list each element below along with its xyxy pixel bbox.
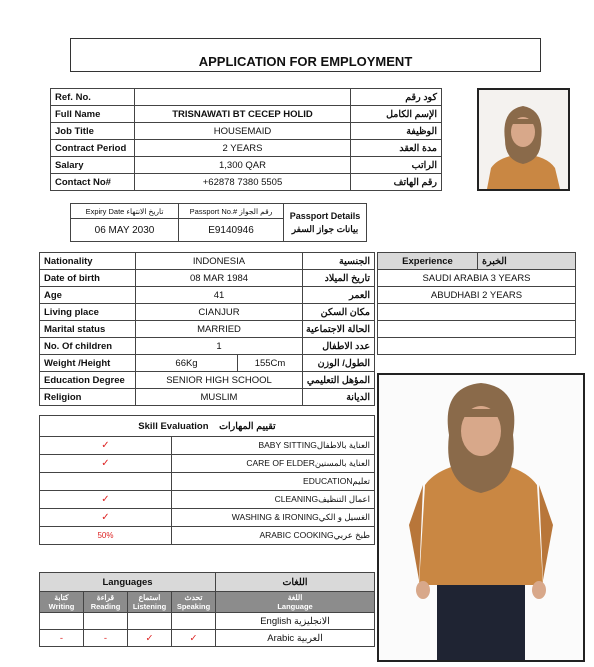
col-language-ar: اللغة xyxy=(287,593,303,602)
ref-row xyxy=(51,89,442,106)
passport-table xyxy=(70,203,367,242)
marital-label: Marital status xyxy=(40,321,136,338)
passport-details-heading xyxy=(284,204,367,242)
lang-speaking xyxy=(172,613,216,630)
languages-columns-row xyxy=(40,592,375,613)
experience-table xyxy=(377,252,576,355)
education-value: SENIOR HIGH SCHOOL xyxy=(136,372,303,389)
religion-row xyxy=(40,389,375,406)
living-label: Living place xyxy=(40,304,136,321)
age-label: Age xyxy=(40,287,136,304)
contact-value: +62878 7380 5505 xyxy=(135,174,351,191)
nationality-label-ar: الجنسية xyxy=(303,253,375,270)
personal-info-table xyxy=(50,88,442,191)
languages-header-row xyxy=(40,573,375,592)
dob-row xyxy=(40,270,375,287)
contract-value: 2 YEARS xyxy=(135,140,351,157)
nationality-label: Nationality xyxy=(40,253,136,270)
salary-row xyxy=(51,157,442,174)
experience-row xyxy=(378,287,576,304)
religion-value: MUSLIM xyxy=(136,389,303,406)
col-language xyxy=(216,592,375,613)
lang-reading: - xyxy=(84,630,128,647)
experience-row xyxy=(378,270,576,287)
weight-value: 66Kg xyxy=(136,355,238,372)
full-body-illustration xyxy=(379,375,583,660)
skill-mark: ✓ xyxy=(40,491,172,509)
experience-value: SAUDI ARABIA 3 YEARS xyxy=(378,270,576,287)
col-writing-en: Writing xyxy=(48,602,75,611)
contract-label: Contract Period xyxy=(51,140,135,157)
experience-value xyxy=(378,304,576,321)
experience-row xyxy=(378,338,576,355)
education-label: Education Degree xyxy=(40,372,136,389)
dob-label: Date of birth xyxy=(40,270,136,287)
weight-height-label-ar: الطول/ الوزن xyxy=(303,355,375,372)
salary-label: Salary xyxy=(51,157,135,174)
ref-label-ar: كود رقم xyxy=(351,89,442,106)
passport-no-value: E9140946 xyxy=(179,219,284,242)
experience-row xyxy=(378,304,576,321)
col-speaking-en: Speaking xyxy=(176,602,211,611)
skill-evaluation-table xyxy=(39,415,375,545)
religion-label-ar: الديانة xyxy=(303,389,375,406)
skill-mark xyxy=(40,473,172,491)
skill-label: ARABIC COOKINGطبخ عربي xyxy=(172,527,375,545)
contract-row xyxy=(51,140,442,157)
skill-mark: ✓ xyxy=(40,437,172,455)
contact-row xyxy=(51,174,442,191)
skill-row xyxy=(40,437,375,455)
passport-header-row xyxy=(71,204,367,219)
experience-header-row xyxy=(378,253,576,270)
religion-label: Religion xyxy=(40,389,136,406)
lang-listening xyxy=(128,613,172,630)
nationality-value: INDONESIA xyxy=(136,253,303,270)
language-row xyxy=(40,613,375,630)
languages-heading-en: Languages xyxy=(40,573,216,592)
col-speaking xyxy=(172,592,216,613)
passport-heading-ar: بيانات جواز السفر xyxy=(291,223,359,234)
skill-heading-ar: تقييم المهارات xyxy=(219,420,276,432)
skill-heading-en: Skill Evaluation xyxy=(138,420,209,432)
col-writing-ar: كتابة xyxy=(54,593,69,602)
children-label: No. Of children xyxy=(40,338,136,355)
col-reading xyxy=(84,592,128,613)
skill-mark: 50% xyxy=(40,527,172,545)
age-value: 41 xyxy=(136,287,303,304)
expiry-date-label: Expiry Date تاريخ الانتهاء xyxy=(71,204,179,219)
age-row xyxy=(40,287,375,304)
marital-value: MARRIED xyxy=(136,321,303,338)
lang-reading xyxy=(84,613,128,630)
experience-value xyxy=(378,338,576,355)
skill-header-row xyxy=(40,416,375,437)
portrait-photo-small xyxy=(477,88,570,191)
dob-value: 08 MAR 1984 xyxy=(136,270,303,287)
col-reading-ar: قراءة xyxy=(96,593,115,602)
salary-label-ar: الراتب xyxy=(351,157,442,174)
lang-listening: ✓ xyxy=(128,630,172,647)
skill-row xyxy=(40,527,375,545)
skill-heading xyxy=(40,416,375,437)
col-writing xyxy=(40,592,84,613)
col-listening-ar: استماع xyxy=(138,593,161,602)
education-label-ar: المؤهل التعليمي xyxy=(303,372,375,389)
skill-mark: ✓ xyxy=(40,455,172,473)
experience-value xyxy=(378,321,576,338)
job-value: HOUSEMAID xyxy=(135,123,351,140)
details-table xyxy=(39,252,375,406)
contact-label-ar: رقم الهاتف xyxy=(351,174,442,191)
name-label-ar: الإسم الكامل xyxy=(351,106,442,123)
experience-value: ABUDHABI 2 YEARS xyxy=(378,287,576,304)
job-label-ar: الوظيفة xyxy=(351,123,442,140)
skill-row xyxy=(40,473,375,491)
col-listening-en: Listening xyxy=(132,602,167,611)
skill-row xyxy=(40,491,375,509)
name-row xyxy=(51,106,442,123)
passport-heading-en: Passport Details xyxy=(289,210,361,221)
full-body-photo xyxy=(377,373,585,662)
children-label-ar: عدد الاطفال xyxy=(303,338,375,355)
nationality-row xyxy=(40,253,375,270)
lang-writing: - xyxy=(40,630,84,647)
age-label-ar: العمر xyxy=(303,287,375,304)
name-value: TRISNAWATI BT CECEP HOLID xyxy=(135,106,351,123)
lang-name: Arabic العربية xyxy=(216,630,375,647)
living-label-ar: مكان السكن xyxy=(303,304,375,321)
ref-value xyxy=(135,89,351,106)
col-listening xyxy=(128,592,172,613)
form-title: APPLICATION FOR EMPLOYMENT xyxy=(70,38,541,72)
col-language-en: Language xyxy=(277,602,313,611)
passport-no-label: Passport No.# رقم الجواز xyxy=(179,204,284,219)
marital-label-ar: الحالة الاجتماعية xyxy=(303,321,375,338)
lang-name: English الانجليزية xyxy=(216,613,375,630)
languages-table xyxy=(39,572,375,647)
skill-label: BABY SITTINGالعناية بالاطفال xyxy=(172,437,375,455)
dob-label-ar: تاريخ الميلاد xyxy=(303,270,375,287)
education-row xyxy=(40,372,375,389)
contract-label-ar: مدة العقد xyxy=(351,140,442,157)
contact-label: Contact No# xyxy=(51,174,135,191)
ref-label: Ref. No. xyxy=(51,89,135,106)
experience-row xyxy=(378,321,576,338)
children-row xyxy=(40,338,375,355)
marital-row xyxy=(40,321,375,338)
experience-heading-en: Experience xyxy=(378,253,478,270)
living-value: CIANJUR xyxy=(136,304,303,321)
skill-row xyxy=(40,455,375,473)
job-row xyxy=(51,123,442,140)
portrait-small-illustration xyxy=(479,90,568,189)
skill-label: CLEANINGاعمال التنظيف xyxy=(172,491,375,509)
languages-heading-ar: اللغات xyxy=(216,573,375,592)
weight-height-label: Weight /Height xyxy=(40,355,136,372)
weight-height-row xyxy=(40,355,375,372)
experience-heading-ar: الخبرة xyxy=(478,253,576,270)
height-value: 155Cm xyxy=(238,355,303,372)
lang-speaking: ✓ xyxy=(172,630,216,647)
skill-label: EDUCATIONتعليم xyxy=(172,473,375,491)
skill-label: CARE OF ELDERالعناية بالمسنين xyxy=(172,455,375,473)
name-label: Full Name xyxy=(51,106,135,123)
skill-mark: ✓ xyxy=(40,509,172,527)
living-row xyxy=(40,304,375,321)
skill-label: WASHING & IRONINGالغسيل و الكي xyxy=(172,509,375,527)
col-reading-en: Reading xyxy=(90,602,121,611)
lang-writing xyxy=(40,613,84,630)
expiry-date-value: 06 MAY 2030 xyxy=(71,219,179,242)
language-row xyxy=(40,630,375,647)
col-speaking-ar: تحدث xyxy=(184,593,203,602)
job-label: Job Title xyxy=(51,123,135,140)
salary-value: 1,300 QAR xyxy=(135,157,351,174)
skill-row xyxy=(40,509,375,527)
children-value: 1 xyxy=(136,338,303,355)
